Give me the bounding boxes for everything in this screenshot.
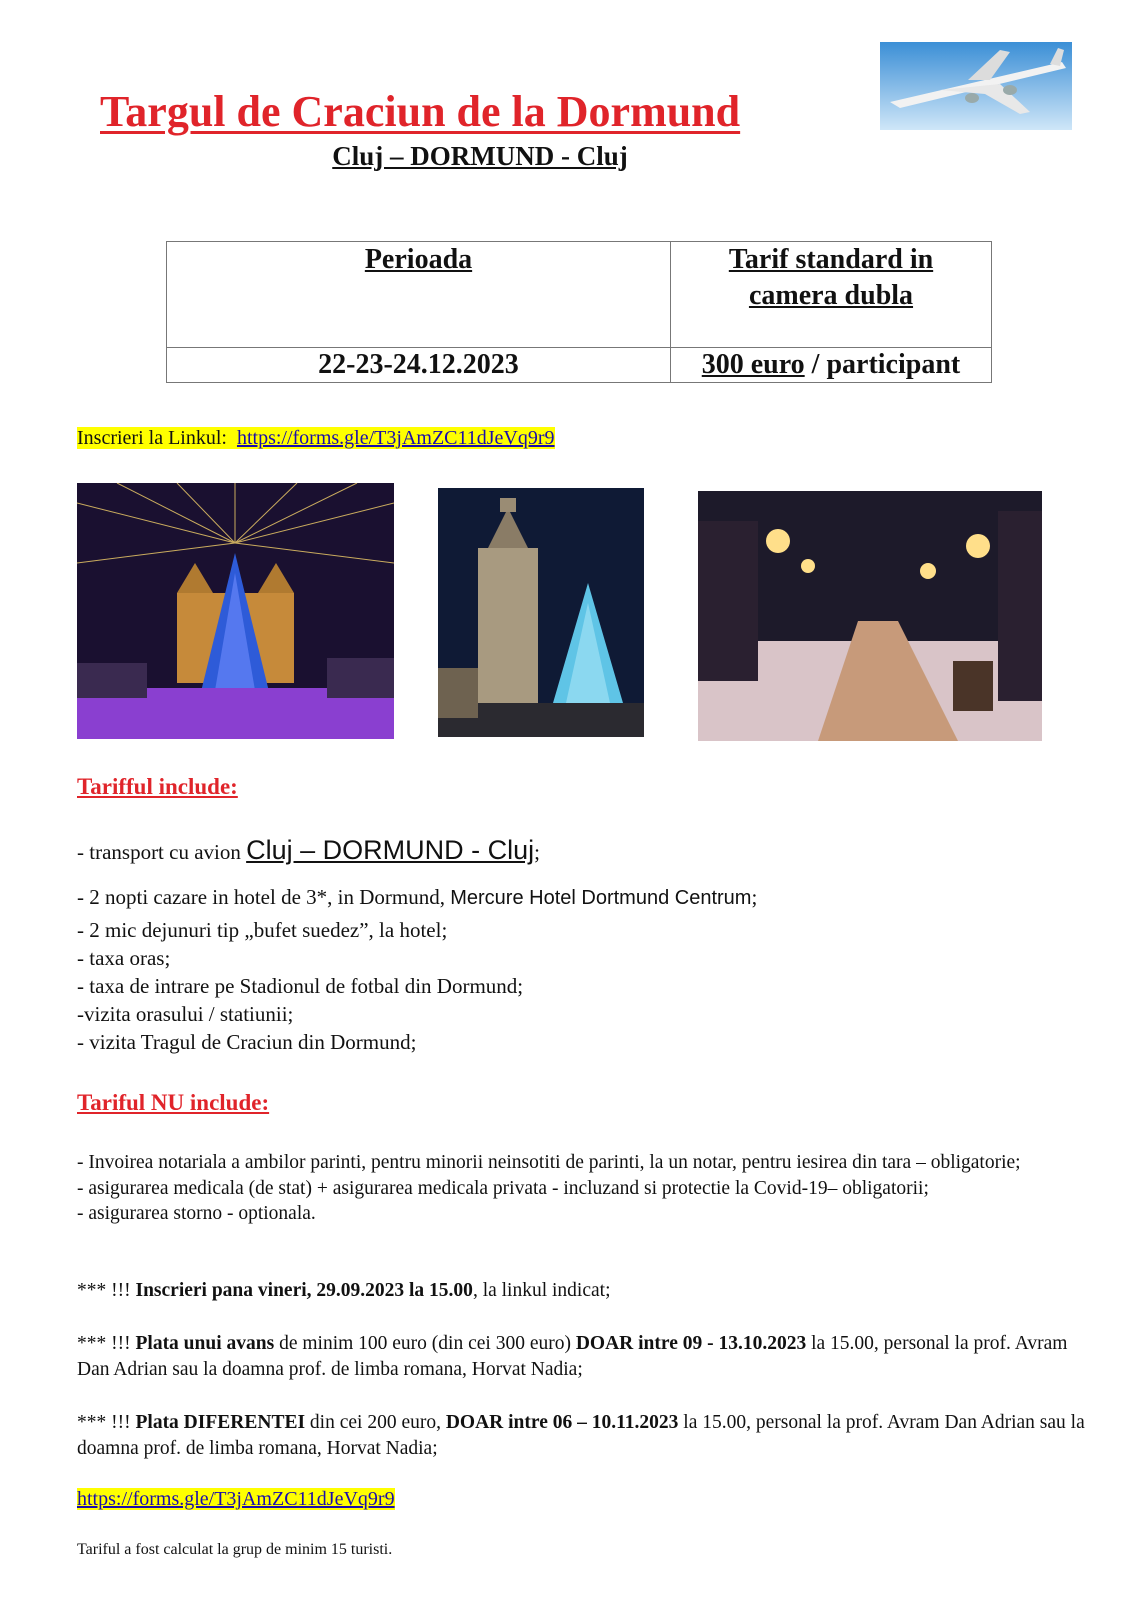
period-header-cell bbox=[167, 242, 671, 348]
include-hotel bbox=[77, 883, 757, 912]
list-item: - asigurarea storno - optionala. bbox=[77, 1203, 316, 1224]
excludes-heading: Tariful NU include: bbox=[77, 1090, 270, 1115]
transport-route: Cluj – DORMUND - Cluj bbox=[246, 835, 535, 865]
list-item: - asigurarea medicala (de stat) + asigurarea medicala privata - incluzand si protectie la Covid-19– obligatorii; bbox=[77, 1177, 929, 1199]
includes-heading: Tarifful include: bbox=[77, 774, 238, 799]
transport-suffix: ; bbox=[534, 840, 540, 864]
note-text: , la linkul indicat; bbox=[472, 1280, 611, 1301]
include-list bbox=[77, 916, 523, 1056]
christmas-market-photo-3 bbox=[698, 491, 1042, 741]
signup-label: Inscrieri la Linkul: bbox=[77, 427, 227, 449]
note-bold: DOAR intre 09 - 13.10.2023 bbox=[575, 1333, 807, 1354]
list-item: - 2 mic dejunuri tip „bufet suedez”, la hotel; bbox=[77, 918, 448, 942]
rate-header-line2: camera dubla bbox=[748, 280, 914, 311]
airplane-image bbox=[880, 42, 1072, 130]
hotel-prefix: - 2 nopti cazare in hotel de 3*, in Dormund, bbox=[77, 885, 451, 909]
list-item: - Invoirea notariala a ambilor parinti, pentru minorii neinsotiti de parinti, la un notar, pentru iesirea din tara – obligatorie; bbox=[77, 1152, 1021, 1173]
footer-link-line bbox=[77, 1488, 395, 1511]
note-text: la 15.00, personal la prof. Avram Dan Adrian sau la doamna prof. de limba romana, Horvat Nadia; bbox=[77, 1333, 1068, 1380]
note-balance-payment bbox=[77, 1410, 1087, 1461]
note-prefix: *** !!! bbox=[77, 1280, 136, 1301]
note-bold: Plata unui avans bbox=[135, 1333, 275, 1354]
note-text: la 15.00, personal la prof. Avram Dan Adrian sau la doamna prof. de limba romana, Horvat Nadia; bbox=[77, 1412, 1085, 1459]
rate-header-line1: Tarif standard in bbox=[728, 244, 934, 275]
note-prefix: *** !!! bbox=[77, 1333, 136, 1354]
note-text: de minim 100 euro (din cei 300 euro) bbox=[274, 1333, 576, 1354]
list-item: -vizita orasului / statiunii; bbox=[77, 1002, 294, 1026]
note-text: din cei 200 euro, bbox=[305, 1412, 446, 1433]
footer-link[interactable]: https://forms.gle/T3jAmZC11dJeVq9r9 bbox=[77, 1488, 395, 1510]
signup-line bbox=[77, 427, 555, 450]
note-prefix: *** !!! bbox=[77, 1412, 136, 1433]
list-item: - taxa oras; bbox=[77, 946, 171, 970]
price-table bbox=[166, 241, 992, 383]
page-title: Targul de Craciun de la Dormund bbox=[100, 87, 741, 136]
note-signup-deadline bbox=[77, 1278, 1087, 1304]
hotel-suffix: ; bbox=[751, 885, 758, 909]
list-item: - taxa de intrare pe Stadionul de fotbal din Dormund; bbox=[77, 974, 524, 998]
christmas-market-photo-2 bbox=[438, 488, 644, 737]
list-item: - vizita Tragul de Craciun din Dormund; bbox=[77, 1030, 417, 1054]
excludes-list bbox=[77, 1150, 1087, 1227]
christmas-market-photo-1 bbox=[77, 483, 394, 739]
include-transport bbox=[77, 836, 540, 866]
note-bold: Plata DIFERENTEI bbox=[135, 1412, 306, 1433]
note-bold: Inscrieri pana vineri, 29.09.2023 la 15.00 bbox=[135, 1280, 473, 1301]
note-bold: DOAR intre 06 – 10.11.2023 bbox=[445, 1412, 679, 1433]
transport-prefix: - transport cu avion bbox=[77, 840, 247, 864]
period-value: 22-23-24.12.2023 bbox=[167, 348, 671, 383]
route-subtitle: Cluj – DORMUND - Cluj bbox=[332, 141, 628, 171]
footnote: Tariful a fost calculat la grup de minim 15 turisti. bbox=[77, 1541, 393, 1558]
rate-header-cell bbox=[670, 242, 991, 348]
period-header: Perioada bbox=[364, 244, 473, 275]
price-suffix: / participant bbox=[804, 349, 961, 380]
price-value-cell bbox=[670, 348, 991, 383]
signup-link[interactable]: https://forms.gle/T3jAmZC11dJeVq9r9 bbox=[236, 427, 555, 449]
price-amount: 300 euro bbox=[701, 349, 805, 380]
hotel-name: Mercure Hotel Dortmund Centrum bbox=[450, 887, 752, 909]
note-advance-payment bbox=[77, 1331, 1087, 1382]
